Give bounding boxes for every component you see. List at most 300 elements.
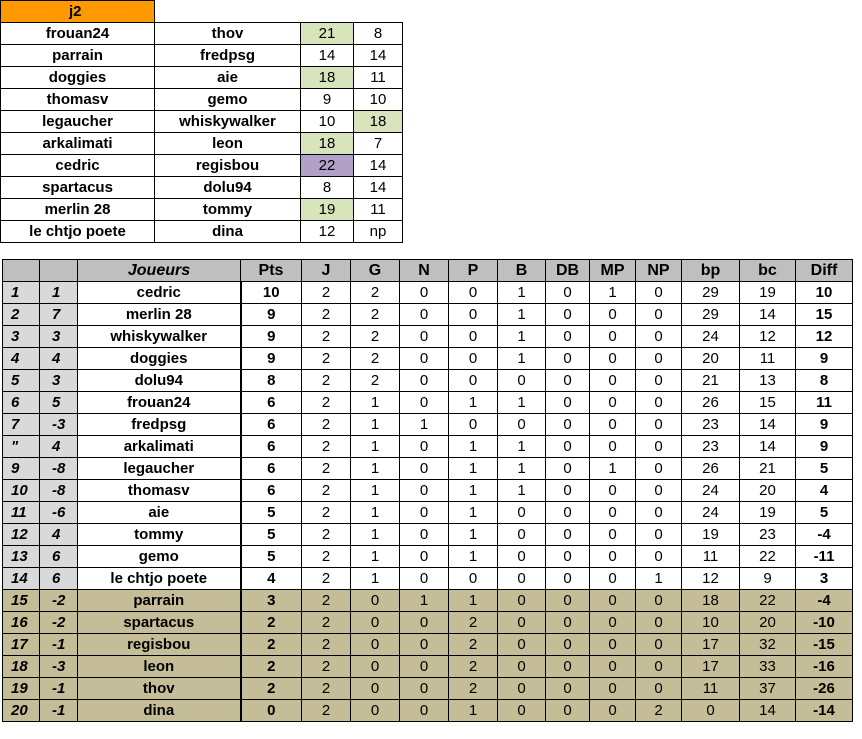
points-cell: 5 [241, 524, 302, 546]
goals-against-cell: 14 [740, 436, 796, 458]
drawn-cell: 0 [400, 612, 449, 634]
np-cell: 0 [636, 612, 682, 634]
double-bonus-cell: 0 [546, 480, 590, 502]
column-header: Diff [796, 260, 853, 282]
np-cell: 0 [636, 678, 682, 700]
goals-against-cell: 22 [740, 590, 796, 612]
rank-cell: 15 [3, 590, 40, 612]
column-header: NP [636, 260, 682, 282]
goals-against-cell: 19 [740, 502, 796, 524]
mp-cell: 0 [590, 524, 636, 546]
match-row [1, 221, 403, 243]
played-cell: 2 [302, 304, 351, 326]
goals-for-cell: 10 [682, 612, 740, 634]
mp-cell: 0 [590, 304, 636, 326]
column-header: J [302, 260, 351, 282]
played-cell: 2 [302, 590, 351, 612]
difference-cell: -15 [796, 634, 853, 656]
rank-change-cell: 4 [40, 524, 78, 546]
drawn-cell: 0 [400, 656, 449, 678]
round-title: j2 [1, 1, 155, 23]
double-bonus-cell: 0 [546, 612, 590, 634]
points-cell: 2 [241, 634, 302, 656]
column-header: bc [740, 260, 796, 282]
rank-cell: 13 [3, 546, 40, 568]
difference-cell: -11 [796, 546, 853, 568]
won-cell: 1 [351, 414, 400, 436]
double-bonus-cell: 0 [546, 436, 590, 458]
np-cell: 0 [636, 656, 682, 678]
drawn-cell: 0 [400, 326, 449, 348]
difference-cell: 9 [796, 348, 853, 370]
goals-for-cell: 24 [682, 326, 740, 348]
standings-row [3, 524, 853, 546]
goals-against-cell: 20 [740, 612, 796, 634]
difference-cell: 8 [796, 370, 853, 392]
results-body [1, 1, 403, 243]
goals-for-cell: 23 [682, 436, 740, 458]
points-cell: 6 [241, 414, 302, 436]
player-name-cell: legaucher [78, 458, 241, 480]
bonus-cell: 0 [498, 568, 546, 590]
lost-cell: 0 [449, 414, 498, 436]
match-home-player: parrain [1, 45, 155, 67]
played-cell: 2 [302, 348, 351, 370]
bonus-cell: 1 [498, 304, 546, 326]
player-name-cell: gemo [78, 546, 241, 568]
lost-cell: 1 [449, 700, 498, 722]
double-bonus-cell: 0 [546, 304, 590, 326]
rank-cell: 20 [3, 700, 40, 722]
drawn-cell: 0 [400, 700, 449, 722]
standings-row [3, 502, 853, 524]
player-name-cell: spartacus [78, 612, 241, 634]
match-home-player: doggies [1, 67, 155, 89]
standings-row [3, 700, 853, 722]
match-away-score: np [354, 221, 403, 243]
match-away-score: 18 [354, 111, 403, 133]
points-cell: 5 [241, 502, 302, 524]
match-away-score: 11 [354, 67, 403, 89]
rank-change-cell: 3 [40, 326, 78, 348]
match-away-score: 14 [354, 45, 403, 67]
drawn-cell: 0 [400, 392, 449, 414]
bonus-cell: 1 [498, 458, 546, 480]
rank-change-cell: 7 [40, 304, 78, 326]
lost-cell: 0 [449, 568, 498, 590]
goals-for-cell: 17 [682, 634, 740, 656]
played-cell: 2 [302, 326, 351, 348]
lost-cell: 1 [449, 480, 498, 502]
rank-cell: " [3, 436, 40, 458]
bonus-cell: 1 [498, 436, 546, 458]
goals-against-cell: 33 [740, 656, 796, 678]
lost-cell: 0 [449, 370, 498, 392]
mp-cell: 0 [590, 590, 636, 612]
drawn-cell: 0 [400, 568, 449, 590]
np-cell: 0 [636, 282, 682, 304]
column-header: Joueurs [78, 260, 241, 282]
bonus-cell: 0 [498, 546, 546, 568]
lost-cell: 1 [449, 502, 498, 524]
bonus-cell: 0 [498, 524, 546, 546]
rank-change-cell: -3 [40, 656, 78, 678]
mp-cell: 0 [590, 656, 636, 678]
double-bonus-cell: 0 [546, 634, 590, 656]
drawn-cell: 0 [400, 634, 449, 656]
rank-change-cell: -3 [40, 414, 78, 436]
rank-cell: 3 [3, 326, 40, 348]
column-header: N [400, 260, 449, 282]
rank-change-cell: -6 [40, 502, 78, 524]
np-cell: 0 [636, 326, 682, 348]
lost-cell: 2 [449, 678, 498, 700]
standings-row [3, 326, 853, 348]
player-name-cell: thov [78, 678, 241, 700]
difference-cell: 9 [796, 436, 853, 458]
match-home-player: legaucher [1, 111, 155, 133]
mp-cell: 0 [590, 480, 636, 502]
match-row [1, 155, 403, 177]
rank-change-cell: 6 [40, 568, 78, 590]
player-name-cell: dina [78, 700, 241, 722]
match-away-score: 8 [354, 23, 403, 45]
goals-for-cell: 24 [682, 480, 740, 502]
played-cell: 2 [302, 568, 351, 590]
rank-cell: 17 [3, 634, 40, 656]
won-cell: 1 [351, 502, 400, 524]
difference-cell: 5 [796, 502, 853, 524]
column-header [40, 260, 78, 282]
won-cell: 1 [351, 568, 400, 590]
won-cell: 2 [351, 370, 400, 392]
lost-cell: 2 [449, 612, 498, 634]
points-cell: 0 [241, 700, 302, 722]
np-cell: 0 [636, 304, 682, 326]
column-header: B [498, 260, 546, 282]
goals-against-cell: 14 [740, 304, 796, 326]
rank-change-cell: 1 [40, 282, 78, 304]
rank-cell: 16 [3, 612, 40, 634]
rank-cell: 1 [3, 282, 40, 304]
standings-row [3, 282, 853, 304]
player-name-cell: thomasv [78, 480, 241, 502]
player-name-cell: dolu94 [78, 370, 241, 392]
standings-row [3, 458, 853, 480]
rank-cell: 14 [3, 568, 40, 590]
difference-cell: -16 [796, 656, 853, 678]
np-cell: 0 [636, 634, 682, 656]
goals-against-cell: 32 [740, 634, 796, 656]
played-cell: 2 [302, 392, 351, 414]
played-cell: 2 [302, 414, 351, 436]
mp-cell: 0 [590, 700, 636, 722]
lost-cell: 0 [449, 348, 498, 370]
goals-for-cell: 11 [682, 546, 740, 568]
double-bonus-cell: 0 [546, 656, 590, 678]
bonus-cell: 0 [498, 370, 546, 392]
won-cell: 0 [351, 612, 400, 634]
bonus-cell: 1 [498, 326, 546, 348]
np-cell: 0 [636, 392, 682, 414]
lost-cell: 2 [449, 656, 498, 678]
goals-against-cell: 14 [740, 700, 796, 722]
match-home-player: le chtjo poete [1, 221, 155, 243]
drawn-cell: 0 [400, 436, 449, 458]
won-cell: 2 [351, 348, 400, 370]
points-cell: 6 [241, 392, 302, 414]
rank-change-cell: -2 [40, 612, 78, 634]
rank-change-cell: 3 [40, 370, 78, 392]
player-name-cell: cedric [78, 282, 241, 304]
played-cell: 2 [302, 700, 351, 722]
goals-for-cell: 29 [682, 304, 740, 326]
results-table [0, 0, 403, 243]
bonus-cell: 0 [498, 612, 546, 634]
goals-against-cell: 9 [740, 568, 796, 590]
mp-cell: 0 [590, 678, 636, 700]
goals-for-cell: 0 [682, 700, 740, 722]
played-cell: 2 [302, 458, 351, 480]
double-bonus-cell: 0 [546, 678, 590, 700]
match-home-score: 10 [301, 111, 354, 133]
points-cell: 2 [241, 678, 302, 700]
rank-change-cell: 5 [40, 392, 78, 414]
drawn-cell: 0 [400, 304, 449, 326]
won-cell: 1 [351, 480, 400, 502]
results-header-blank [155, 1, 403, 23]
double-bonus-cell: 0 [546, 282, 590, 304]
bonus-cell: 0 [498, 502, 546, 524]
standings-table [2, 259, 853, 722]
standings-body [3, 282, 853, 722]
drawn-cell: 0 [400, 348, 449, 370]
played-cell: 2 [302, 656, 351, 678]
bonus-cell: 1 [498, 480, 546, 502]
column-header: P [449, 260, 498, 282]
goals-for-cell: 12 [682, 568, 740, 590]
played-cell: 2 [302, 634, 351, 656]
standings-row [3, 348, 853, 370]
match-row [1, 23, 403, 45]
mp-cell: 1 [590, 282, 636, 304]
won-cell: 1 [351, 524, 400, 546]
points-cell: 4 [241, 568, 302, 590]
mp-cell: 0 [590, 502, 636, 524]
lost-cell: 1 [449, 524, 498, 546]
rank-cell: 9 [3, 458, 40, 480]
drawn-cell: 0 [400, 678, 449, 700]
goals-for-cell: 26 [682, 392, 740, 414]
rank-cell: 18 [3, 656, 40, 678]
double-bonus-cell: 0 [546, 392, 590, 414]
player-name-cell: arkalimati [78, 436, 241, 458]
column-header: G [351, 260, 400, 282]
won-cell: 2 [351, 326, 400, 348]
standings-row [3, 612, 853, 634]
double-bonus-cell: 0 [546, 458, 590, 480]
goals-against-cell: 23 [740, 524, 796, 546]
won-cell: 1 [351, 458, 400, 480]
match-away-score: 11 [354, 199, 403, 221]
mp-cell: 0 [590, 414, 636, 436]
bonus-cell: 1 [498, 392, 546, 414]
match-row [1, 177, 403, 199]
lost-cell: 0 [449, 304, 498, 326]
standings-row [3, 568, 853, 590]
standings-row [3, 414, 853, 436]
goals-against-cell: 19 [740, 282, 796, 304]
standings-row [3, 656, 853, 678]
won-cell: 1 [351, 392, 400, 414]
mp-cell: 0 [590, 370, 636, 392]
match-away-score: 14 [354, 177, 403, 199]
np-cell: 0 [636, 370, 682, 392]
mp-cell: 0 [590, 392, 636, 414]
won-cell: 1 [351, 546, 400, 568]
double-bonus-cell: 0 [546, 326, 590, 348]
match-home-player: cedric [1, 155, 155, 177]
rank-change-cell: -1 [40, 678, 78, 700]
match-away-score: 14 [354, 155, 403, 177]
double-bonus-cell: 0 [546, 700, 590, 722]
rank-change-cell: 4 [40, 436, 78, 458]
match-home-score: 22 [301, 155, 354, 177]
drawn-cell: 0 [400, 546, 449, 568]
np-cell: 0 [636, 348, 682, 370]
match-home-score: 19 [301, 199, 354, 221]
goals-for-cell: 19 [682, 524, 740, 546]
match-away-player: aie [155, 67, 301, 89]
np-cell: 0 [636, 502, 682, 524]
match-row [1, 89, 403, 111]
column-header [3, 260, 40, 282]
points-cell: 8 [241, 370, 302, 392]
match-row [1, 67, 403, 89]
match-away-player: leon [155, 133, 301, 155]
won-cell: 1 [351, 436, 400, 458]
won-cell: 0 [351, 656, 400, 678]
rank-change-cell: -1 [40, 700, 78, 722]
standings-row [3, 590, 853, 612]
np-cell: 0 [636, 546, 682, 568]
goals-for-cell: 18 [682, 590, 740, 612]
player-name-cell: whiskywalker [78, 326, 241, 348]
rank-cell: 19 [3, 678, 40, 700]
match-home-score: 9 [301, 89, 354, 111]
rank-cell: 10 [3, 480, 40, 502]
match-away-score: 10 [354, 89, 403, 111]
difference-cell: -14 [796, 700, 853, 722]
rank-change-cell: -8 [40, 458, 78, 480]
goals-against-cell: 21 [740, 458, 796, 480]
difference-cell: 9 [796, 414, 853, 436]
mp-cell: 0 [590, 436, 636, 458]
match-away-player: tommy [155, 199, 301, 221]
double-bonus-cell: 0 [546, 370, 590, 392]
match-away-player: fredpsg [155, 45, 301, 67]
played-cell: 2 [302, 612, 351, 634]
drawn-cell: 0 [400, 370, 449, 392]
column-header: Pts [241, 260, 302, 282]
standings-row [3, 634, 853, 656]
bonus-cell: 0 [498, 634, 546, 656]
double-bonus-cell: 0 [546, 414, 590, 436]
match-home-player: merlin 28 [1, 199, 155, 221]
np-cell: 0 [636, 458, 682, 480]
played-cell: 2 [302, 480, 351, 502]
match-away-player: gemo [155, 89, 301, 111]
difference-cell: 4 [796, 480, 853, 502]
goals-against-cell: 15 [740, 392, 796, 414]
difference-cell: 12 [796, 326, 853, 348]
lost-cell: 1 [449, 546, 498, 568]
rank-change-cell: -2 [40, 590, 78, 612]
double-bonus-cell: 0 [546, 590, 590, 612]
match-away-player: dolu94 [155, 177, 301, 199]
points-cell: 6 [241, 458, 302, 480]
match-row [1, 45, 403, 67]
match-home-score: 18 [301, 67, 354, 89]
bonus-cell: 0 [498, 414, 546, 436]
played-cell: 2 [302, 524, 351, 546]
rank-change-cell: -8 [40, 480, 78, 502]
np-cell: 0 [636, 590, 682, 612]
match-row [1, 133, 403, 155]
drawn-cell: 1 [400, 590, 449, 612]
won-cell: 2 [351, 282, 400, 304]
played-cell: 2 [302, 502, 351, 524]
played-cell: 2 [302, 436, 351, 458]
goals-against-cell: 22 [740, 546, 796, 568]
rank-cell: 11 [3, 502, 40, 524]
difference-cell: 11 [796, 392, 853, 414]
mp-cell: 0 [590, 546, 636, 568]
bonus-cell: 0 [498, 590, 546, 612]
double-bonus-cell: 0 [546, 348, 590, 370]
goals-for-cell: 23 [682, 414, 740, 436]
column-header: bp [682, 260, 740, 282]
player-name-cell: le chtjo poete [78, 568, 241, 590]
played-cell: 2 [302, 678, 351, 700]
goals-for-cell: 20 [682, 348, 740, 370]
points-cell: 9 [241, 304, 302, 326]
column-header: MP [590, 260, 636, 282]
goals-for-cell: 26 [682, 458, 740, 480]
double-bonus-cell: 0 [546, 524, 590, 546]
match-away-player: dina [155, 221, 301, 243]
standings-row [3, 480, 853, 502]
lost-cell: 2 [449, 634, 498, 656]
results-header-row [1, 1, 403, 23]
player-name-cell: merlin 28 [78, 304, 241, 326]
difference-cell: -10 [796, 612, 853, 634]
played-cell: 2 [302, 370, 351, 392]
match-home-player: spartacus [1, 177, 155, 199]
won-cell: 0 [351, 678, 400, 700]
difference-cell: -4 [796, 590, 853, 612]
mp-cell: 0 [590, 326, 636, 348]
match-home-player: frouan24 [1, 23, 155, 45]
lost-cell: 1 [449, 590, 498, 612]
match-away-player: thov [155, 23, 301, 45]
goals-for-cell: 17 [682, 656, 740, 678]
lost-cell: 1 [449, 436, 498, 458]
difference-cell: 5 [796, 458, 853, 480]
points-cell: 2 [241, 612, 302, 634]
standings-row [3, 392, 853, 414]
drawn-cell: 1 [400, 414, 449, 436]
